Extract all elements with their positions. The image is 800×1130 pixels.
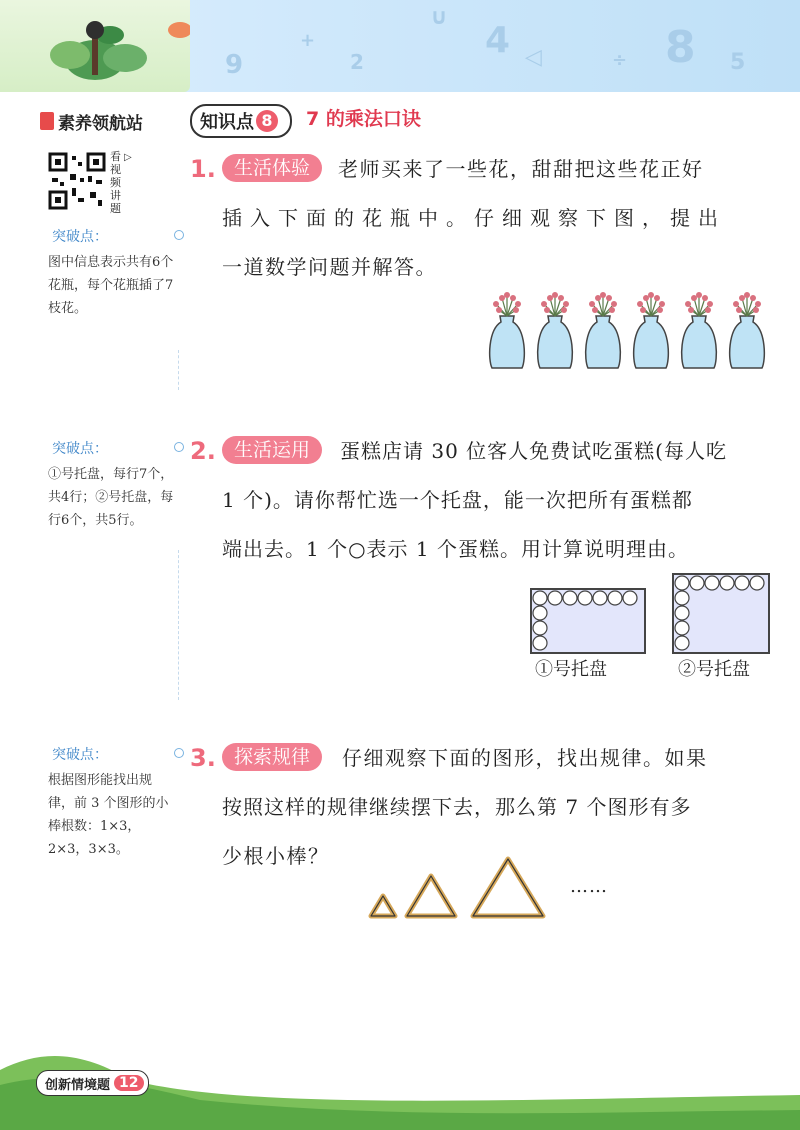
tray-1-cakes: [532, 590, 644, 652]
sidebar-tip-title-1: 突破点：: [52, 229, 108, 245]
ellipsis: ……: [570, 876, 608, 897]
question-2-line-1: 蛋糕店请 30 位客人免费试吃蛋糕(每人吃: [340, 439, 727, 463]
sidebar-tip-text-1: 图中信息表示共有6个花瓶，每个花瓶插了7枝花。: [48, 255, 174, 316]
header-banner: 9 + 2 ∪ 4 ◁ ÷ 8 5: [0, 0, 800, 92]
question-tag-2: [222, 436, 322, 464]
qr-code-icon: [48, 152, 106, 210]
book-icon: [40, 112, 54, 130]
footer-badge: [36, 1070, 149, 1096]
tag-label: 生活运用: [222, 436, 322, 464]
question-tag-3: [222, 743, 322, 771]
question-3-line-3: 少根小棒？: [222, 844, 330, 868]
triangles-figure: [366, 855, 566, 921]
sidebar-tip-text-2: ①号托盘，每行7个，共4行；②号托盘，每行6个，共5行。: [48, 467, 174, 528]
question-2-line-2: 1 个)。请你帮忙选一个托盘，能一次把所有蛋糕都: [222, 488, 693, 512]
play-icon: ▷: [124, 152, 132, 163]
divider: [178, 350, 179, 390]
qr-code[interactable]: [48, 152, 106, 214]
page-number: 12: [114, 1075, 143, 1091]
sidebar-tip-text-3: 根据图形能找出规律，前 3 个图形的小棒根数：1×3，2×3，3×3。: [48, 773, 169, 857]
knowledge-point-badge: [190, 104, 292, 138]
tag-label: 探索规律: [222, 743, 322, 771]
question-1-line-3: 一道数学问题并解答。: [222, 255, 437, 279]
question-3-line-2: 按照这样的规律继续摆下去，那么第 7 个图形有多: [222, 795, 692, 819]
tray-1: [530, 588, 646, 654]
tray-2: [672, 573, 770, 654]
tip-dot-icon: [174, 230, 184, 240]
kp-label: 知识点: [200, 112, 254, 133]
tag-label: 生活体验: [222, 154, 322, 182]
section-label: 素养领航站: [58, 113, 143, 134]
question-1-line-2: 插入下面的花瓶中。仔细观察下图，提出: [222, 206, 726, 230]
header-plant-illustration: [0, 0, 190, 92]
sidebar-tip-title-2: 突破点：: [52, 441, 108, 457]
kp-number: 8: [256, 110, 278, 132]
section-title: [40, 108, 143, 134]
footer-label: 创新情境题: [45, 1077, 111, 1093]
question-3-line-1: 仔细观察下面的图形，找出规律。如果: [342, 746, 708, 770]
tray-2-label: ②号托盘: [678, 659, 750, 680]
question-2-line-3: 端出去。1 个○表示 1 个蛋糕。用计算说明理由。: [222, 537, 689, 561]
tray-2-cakes: [674, 575, 768, 652]
question-1-line-1: 老师买来了一些花，甜甜把这些花正好: [338, 157, 704, 181]
question-tag-1: [222, 154, 322, 182]
tip-dot-icon: [174, 748, 184, 758]
tray-1-label: ①号托盘: [535, 659, 607, 680]
sidebar-tip-title-3: 突破点：: [52, 747, 108, 763]
question-number-2: 2.: [190, 437, 216, 465]
qr-caption: 看视频讲题: [110, 150, 121, 215]
vases-figure: [480, 290, 770, 376]
divider: [178, 550, 179, 700]
question-number-3: 3.: [190, 744, 216, 772]
plant-illustration: [0, 0, 190, 92]
question-number-1: 1.: [190, 155, 216, 183]
tip-dot-icon: [174, 442, 184, 452]
kp-topic: 7 的乘法口诀: [306, 108, 421, 130]
